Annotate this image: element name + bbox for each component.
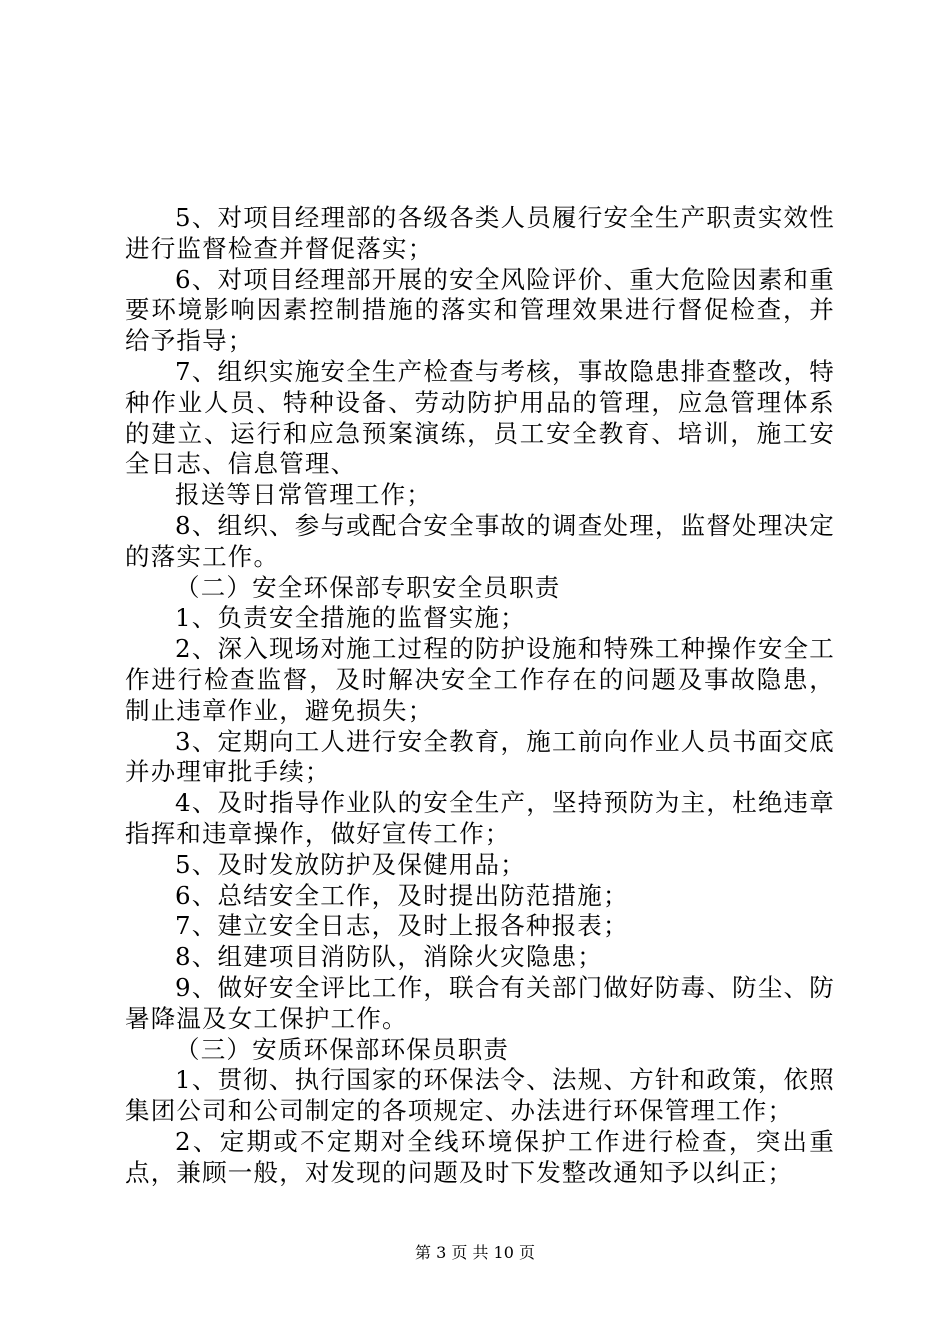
paragraph-item-7: 7、组织实施安全生产检查与考核，事故隐患排查整改，特种作业人员、特种设备、劳动防护用品的管理，应急管理体系的建立、运行和应急预案演练，员工安全教育、培训，施工安全日志、信息管理、 [125,356,835,479]
paragraph-env-1: 1、贯彻、执行国家的环保法令、法规、方针和政策，依照集团公司和公司制定的各项规定、办法进行环保管理工作； [125,1065,835,1126]
paragraph-safety-3: 3、定期向工人进行安全教育，施工前向作业人员书面交底并办理审批手续； [125,726,835,787]
paragraph-safety-4: 4、及时指导作业队的安全生产，坚持预防为主，杜绝违章指挥和违章操作，做好宣传工作； [125,788,835,848]
paragraph-safety-6: 6、总结安全工作，及时提出防范措施； [175,880,629,910]
paragraph-item-8: 8、组织、参与或配合安全事故的调查处理，监督处理决定的落实工作。 [125,510,835,571]
paragraph-safety-7: 7、建立安全日志，及时上报各种报表； [175,911,629,941]
section-heading-safety-officer: （二）安全环保部专职安全员职责 [175,572,561,602]
paragraph-item-5: 5、对项目经理部的各级各类人员履行安全生产职责实效性进行监督检查并督促落实； [125,203,835,263]
paragraph-safety-8: 8、组建项目消防队，消除火灾隐患； [175,942,603,972]
paragraph-safety-2: 2、深入现场对施工过程的防护设施和特殊工种操作安全工作进行检查监督，及时解决安全工作存在的问题及事故隐患，制止违章作业，避免损失； [125,634,835,725]
page-number-label: 第 3 页 共 10 页 [415,1243,535,1262]
paragraph-item-7-continued: 报送等日常管理工作； [175,480,432,510]
paragraph-safety-5: 5、及时发放防护及保健用品； [175,849,526,879]
page-footer [0,1243,950,1263]
paragraph-safety-9: 9、做好安全评比工作，联合有关部门做好防毒、防尘、防暑降温及女工保护工作。 [125,972,835,1033]
paragraph-env-2: 2、定期或不定期对全线环境保护工作进行检查，突出重点，兼顾一般，对发现的问题及时下发整改通知予以纠正； [125,1126,835,1187]
paragraph-item-6: 6、对项目经理部开展的安全风险评价、重大危险因素和重要环境影响因素控制措施的落实和管理效果进行督促检查，并给予指导； [125,264,835,356]
document-body [125,203,835,1189]
section-heading-env-officer: （三）安质环保部环保员职责 [175,1034,510,1064]
paragraph-safety-1: 1、负责安全措施的监督实施； [175,603,526,633]
